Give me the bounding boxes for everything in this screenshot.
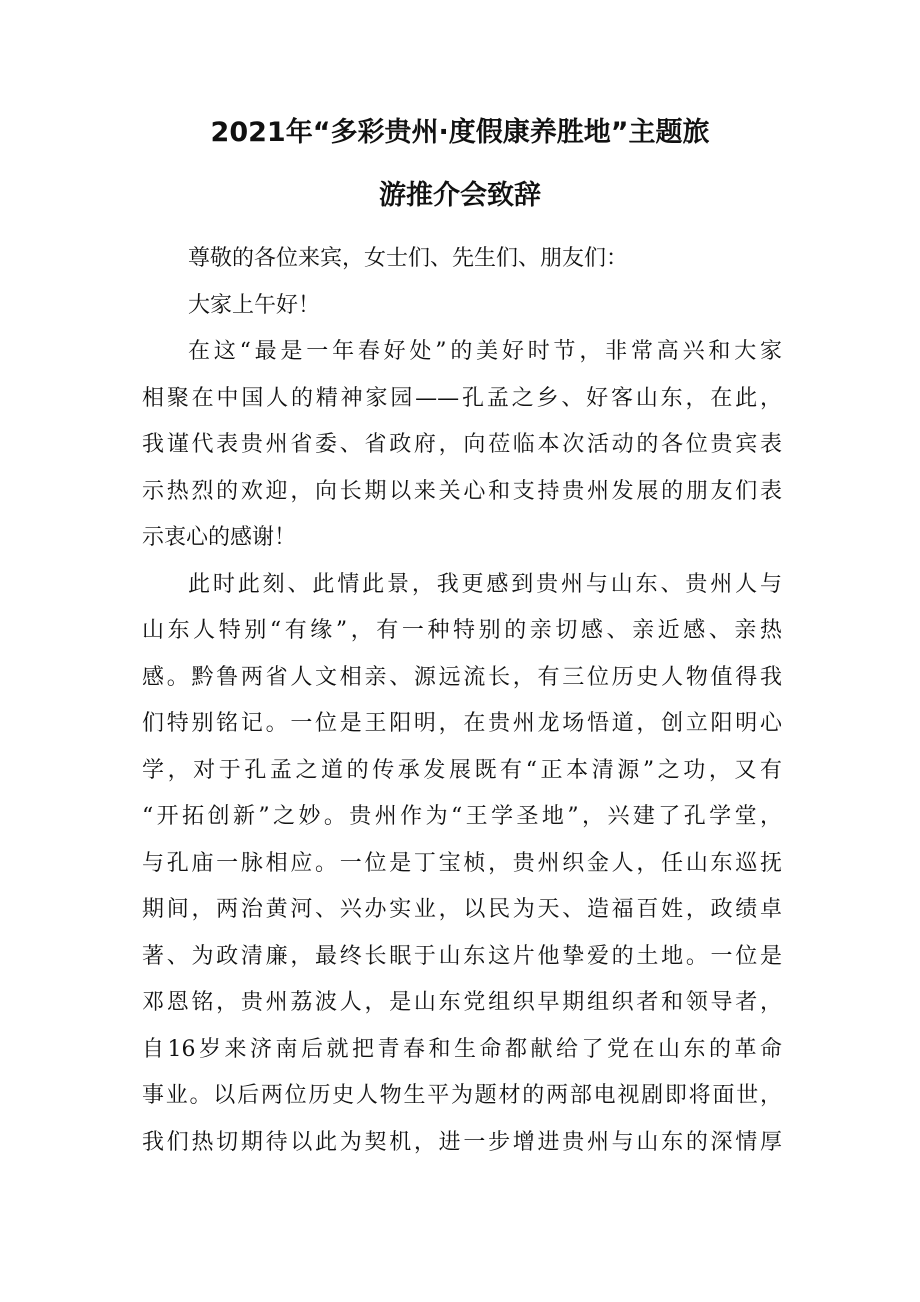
text-line: 我谨代表贵州省委、省政府，向莅临本次活动的各位贵宾表 (142, 432, 782, 457)
text-line: “开拓创新”之妙。贵州作为“王学圣地”，兴建了孔学堂， (142, 804, 782, 829)
text-line: 自16岁来济南后就把青春和生命都献给了党在山东的革命 (142, 1036, 782, 1062)
text-line: 山东人特别“有缘”，有一种特别的亲切感、亲近感、亲热 (142, 618, 782, 643)
salutation: 尊敬的各位来宾，女士们、先生们、朋友们： (188, 246, 629, 271)
text-line: 邓恩铭，贵州荔波人，是山东党组织早期组织者和领导者， (142, 990, 782, 1015)
document-body (142, 236, 782, 1166)
text-line: 与孔庙一脉相应。一位是丁宝桢，贵州织金人，任山东巡抚 (142, 850, 782, 876)
text-line: 此时此刻、此情此景，我更感到贵州与山东、贵州人与 (188, 571, 782, 597)
text-line: 在这“最是一年春好处”的美好时节，非常高兴和大家 (188, 339, 782, 364)
text-line: 感。黔鲁两省人文相亲、源远流长，有三位历史人物值得我 (142, 664, 782, 690)
text-line: 示衷心的感谢！ (142, 525, 297, 550)
text-line: 期间，两治黄河、兴办实业，以民为天、造福百姓，政绩卓 (142, 897, 782, 922)
document-title-line-2: 游推介会致辞 (379, 180, 541, 211)
text-line: 相聚在中国人的精神家园——孔孟之乡、好客山东，在此， (142, 385, 782, 411)
document-title-line-1: 2021年“多彩贵州·度假康养胜地”主题旅 (210, 117, 710, 148)
greeting: 大家上午好！ (188, 292, 321, 318)
text-line: 事业。以后两位历史人物生平为题材的两部电视剧即将面世， (142, 1083, 782, 1108)
text-line: 示热烈的欢迎，向长期以来关心和支持贵州发展的朋友们表 (142, 478, 782, 504)
text-line: 我们热切期待以此为契机，进一步增进贵州与山东的深情厚 (142, 1129, 782, 1155)
text-line: 们特别铭记。一位是王阳明，在贵州龙场悟道，创立阳明心 (142, 711, 782, 736)
text-line: 学，对于孔孟之道的传承发展既有“正本清源”之功，又有 (142, 757, 782, 783)
text-line: 著、为政清廉，最终长眠于山东这片他挚爱的土地。一位是 (142, 943, 782, 969)
